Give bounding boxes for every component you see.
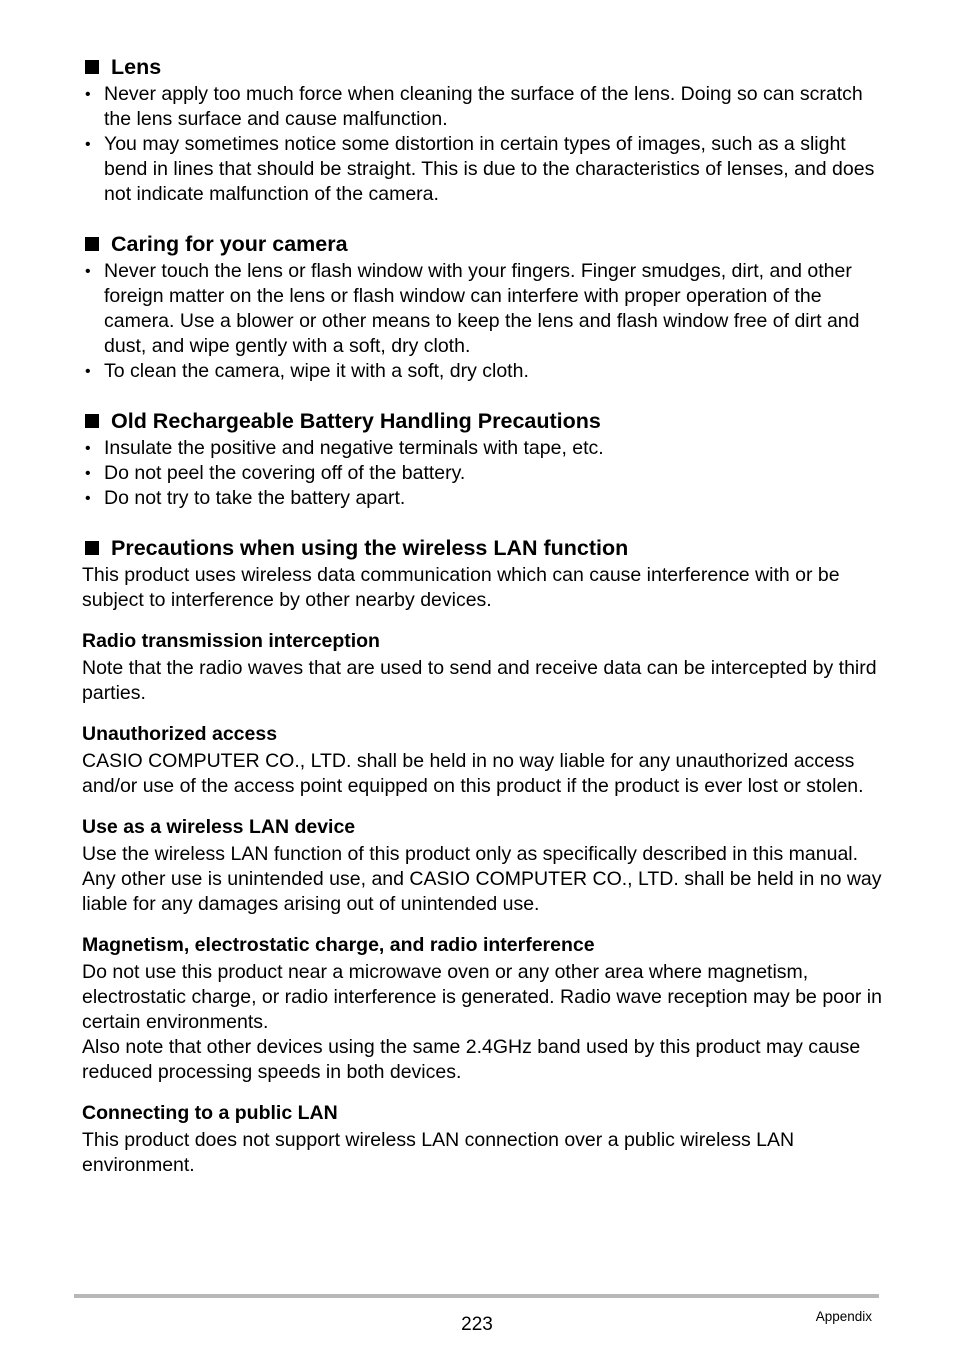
section-title: Caring for your camera xyxy=(111,232,348,256)
subsection-unauthorized-access xyxy=(82,706,882,799)
section-wireless-lan xyxy=(82,533,882,1178)
section-battery xyxy=(82,406,882,511)
section-title: Lens xyxy=(111,55,162,79)
subsection-heading: Radio transmission interception xyxy=(82,630,380,652)
bullet-icon: • xyxy=(85,465,91,482)
list-item: • Never touch the lens or flash window with your fingers. Finger smudges, dirt, and other foreign matter on the lens or flash window can interfere with proper operation of the camera. Use a blower or other means to keep the lens and flash window free of dirt and dust, and wipe gently with a soft, dry cloth. xyxy=(85,260,860,357)
list-item: • Never apply too much force when cleaning the surface of the lens. Doing so can scratch the lens surface and cause malfunction. xyxy=(85,83,863,130)
bullet-list xyxy=(82,259,882,384)
subsection-heading: Unauthorized access xyxy=(82,723,278,745)
section-heading xyxy=(82,406,882,436)
section-title: Precautions when using the wireless LAN function xyxy=(111,536,629,560)
list-item: • You may sometimes notice some distortion in certain types of images, such as a slight bend in lines that should be straight. This is due to the characteristics of lenses, and does not indicate malfunction of the camera. xyxy=(85,133,875,205)
footer-section-label: Appendix xyxy=(815,1309,872,1324)
list-item: • Insulate the positive and negative terminals with tape, etc. xyxy=(85,437,604,459)
paragraph: Use the wireless LAN function of this product only as specifically described in this manual. Any other use is unintended use, and CASIO COMPUTER CO., LTD. shall be held in no way liable for any damages arising out of unintended use. xyxy=(82,843,882,915)
section-caring xyxy=(82,229,882,384)
section-lens xyxy=(82,52,882,207)
subsection-heading: Use as a wireless LAN device xyxy=(82,816,356,838)
bullet-list xyxy=(82,436,882,511)
section-intro: This product uses wireless data communication which can cause interference with or be subject to interference by other nearby devices. xyxy=(82,564,840,611)
bullet-icon: • xyxy=(85,490,91,507)
bullet-icon: • xyxy=(85,440,91,457)
black-square-icon xyxy=(85,60,99,74)
bullet-list xyxy=(82,82,882,207)
subsection-radio-interception xyxy=(82,613,882,706)
black-square-icon xyxy=(85,237,99,251)
black-square-icon xyxy=(85,414,99,428)
paragraph: Also note that other devices using the same 2.4GHz band used by this product may cause reduced processing speeds in both devices. xyxy=(82,1036,861,1083)
page-number: 223 xyxy=(461,1314,493,1335)
section-heading xyxy=(82,533,882,563)
bullet-icon: • xyxy=(85,363,91,380)
paragraph: This product does not support wireless LAN connection over a public wireless LAN environment. xyxy=(82,1129,795,1176)
list-item: • Do not try to take the battery apart. xyxy=(85,487,406,509)
subsection-heading: Connecting to a public LAN xyxy=(82,1102,338,1124)
subsection-heading: Magnetism, electrostatic charge, and radio interference xyxy=(82,934,595,956)
subsection-magnetism xyxy=(82,917,882,1085)
bullet-icon: • xyxy=(85,263,91,280)
section-title: Old Rechargeable Battery Handling Precautions xyxy=(111,409,601,433)
paragraph: CASIO COMPUTER CO., LTD. shall be held in no way liable for any unauthorized access and/or use of the access point equipped on this product if the product is ever lost or stolen. xyxy=(82,750,864,797)
section-heading xyxy=(82,52,882,82)
bullet-icon: • xyxy=(85,136,91,153)
list-item: • To clean the camera, wipe it with a soft, dry cloth. xyxy=(85,360,529,382)
bullet-icon: • xyxy=(85,86,91,103)
subsection-public-lan xyxy=(82,1085,882,1178)
paragraph: Note that the radio waves that are used to send and receive data can be intercepted by third parties. xyxy=(82,657,877,704)
footer-divider xyxy=(74,1294,879,1298)
subsection-wireless-device xyxy=(82,799,882,917)
document-page xyxy=(82,52,882,1178)
paragraph: Do not use this product near a microwave oven or any other area where magnetism, electrostatic charge, or radio interference is generated. Radio wave reception may be poor in certain environments. xyxy=(82,961,882,1033)
section-heading xyxy=(82,229,882,259)
list-item: • Do not peel the covering off of the battery. xyxy=(85,462,466,484)
black-square-icon xyxy=(85,541,99,555)
